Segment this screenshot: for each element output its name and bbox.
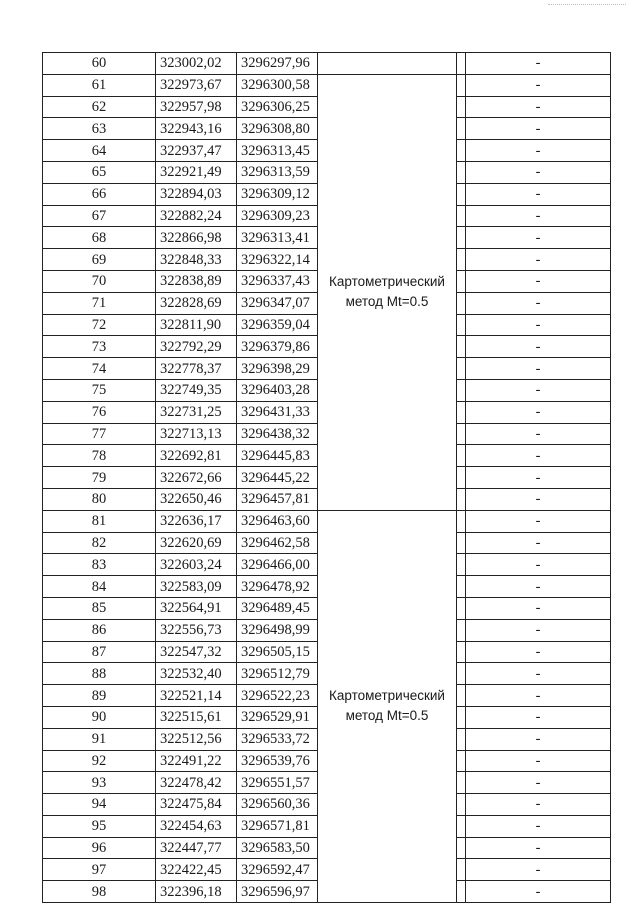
y-coordinate-cell: 3296583,50 [237,837,318,859]
x-coordinate-cell: 322672,66 [156,467,237,489]
column-gap [457,772,466,794]
table-row [43,53,611,75]
note-cell: - [466,750,611,772]
column-gap [457,314,466,336]
column-gap [457,815,466,837]
y-coordinate-cell: 3296431,33 [237,401,318,423]
column-gap [457,74,466,96]
y-coordinate-cell: 3296297,96 [237,53,318,75]
y-coordinate-cell: 3296306,25 [237,96,318,118]
x-coordinate-cell: 322603,24 [156,554,237,576]
y-coordinate-cell: 3296359,04 [237,314,318,336]
x-coordinate-cell: 322937,47 [156,140,237,162]
x-coordinate-cell: 322828,69 [156,292,237,314]
y-coordinate-cell: 3296457,81 [237,488,318,510]
y-coordinate-cell: 3296463,60 [237,510,318,532]
note-cell: - [466,53,611,75]
note-cell: - [466,641,611,663]
y-coordinate-cell: 3296560,36 [237,794,318,816]
y-coordinate-cell: 3296512,79 [237,663,318,685]
note-cell: - [466,227,611,249]
x-coordinate-cell: 322894,03 [156,183,237,205]
y-coordinate-cell: 3296300,58 [237,74,318,96]
x-coordinate-cell: 322921,49 [156,161,237,183]
y-coordinate-cell: 3296551,57 [237,772,318,794]
method-label-line2: метод Mt=0.5 [345,294,429,310]
x-coordinate-cell: 322957,98 [156,96,237,118]
point-number-cell: 95 [43,815,156,837]
note-cell: - [466,96,611,118]
note-cell: - [466,510,611,532]
y-coordinate-cell: 3296462,58 [237,532,318,554]
x-coordinate-cell: 322636,17 [156,510,237,532]
x-coordinate-cell: 322778,37 [156,358,237,380]
y-coordinate-cell: 3296438,32 [237,423,318,445]
x-coordinate-cell: 322515,61 [156,706,237,728]
method-label-line2: метод Mt=0.5 [345,708,429,724]
note-cell: - [466,467,611,489]
point-number-cell: 77 [43,423,156,445]
y-coordinate-cell: 3296403,28 [237,379,318,401]
point-number-cell: 69 [43,249,156,271]
y-coordinate-cell: 3296309,23 [237,205,318,227]
column-gap [457,685,466,707]
column-gap [457,96,466,118]
scan-artifact [548,4,626,9]
method-label-line1: Картометрический [329,274,445,290]
note-cell: - [466,706,611,728]
y-coordinate-cell: 3296313,59 [237,161,318,183]
x-coordinate-cell: 322475,84 [156,794,237,816]
note-cell: - [466,270,611,292]
y-coordinate-cell: 3296529,91 [237,706,318,728]
table-row [43,510,611,532]
y-coordinate-cell: 3296347,07 [237,292,318,314]
column-gap [457,423,466,445]
note-cell: - [466,358,611,380]
x-coordinate-cell: 322848,33 [156,249,237,271]
method-cell [318,510,457,902]
x-coordinate-cell: 322866,98 [156,227,237,249]
point-number-cell: 86 [43,619,156,641]
point-number-cell: 88 [43,663,156,685]
point-number-cell: 79 [43,467,156,489]
column-gap [457,270,466,292]
column-gap [457,750,466,772]
column-gap [457,336,466,358]
x-coordinate-cell: 322792,29 [156,336,237,358]
point-number-cell: 74 [43,358,156,380]
point-number-cell: 72 [43,314,156,336]
column-gap [457,554,466,576]
column-gap [457,401,466,423]
point-number-cell: 84 [43,576,156,598]
note-cell: - [466,314,611,336]
note-cell: - [466,837,611,859]
column-gap [457,205,466,227]
point-number-cell: 93 [43,772,156,794]
point-number-cell: 73 [43,336,156,358]
column-gap [457,859,466,881]
x-coordinate-cell: 322692,81 [156,445,237,467]
method-label-line1: Картометрический [329,688,445,704]
y-coordinate-cell: 3296489,45 [237,597,318,619]
column-gap [457,532,466,554]
point-number-cell: 70 [43,270,156,292]
y-coordinate-cell: 3296539,76 [237,750,318,772]
note-cell: - [466,336,611,358]
column-gap [457,576,466,598]
column-gap [457,140,466,162]
x-coordinate-cell: 322943,16 [156,118,237,140]
point-number-cell: 62 [43,96,156,118]
y-coordinate-cell: 3296313,45 [237,140,318,162]
note-cell: - [466,772,611,794]
column-gap [457,445,466,467]
column-gap [457,837,466,859]
column-gap [457,488,466,510]
column-gap [457,794,466,816]
table-row [43,74,611,96]
column-gap [457,118,466,140]
x-coordinate-cell: 322749,35 [156,379,237,401]
column-gap [457,663,466,685]
column-gap [457,881,466,903]
x-coordinate-cell: 322521,14 [156,685,237,707]
point-number-cell: 60 [43,53,156,75]
note-cell: - [466,118,611,140]
note-cell: - [466,859,611,881]
column-gap [457,161,466,183]
x-coordinate-cell: 322447,77 [156,837,237,859]
note-cell: - [466,554,611,576]
column-gap [457,183,466,205]
point-number-cell: 85 [43,597,156,619]
y-coordinate-cell: 3296308,80 [237,118,318,140]
x-coordinate-cell: 322396,18 [156,881,237,903]
x-coordinate-cell: 322564,91 [156,597,237,619]
column-gap [457,510,466,532]
point-number-cell: 82 [43,532,156,554]
note-cell: - [466,619,611,641]
y-coordinate-cell: 3296379,86 [237,336,318,358]
point-number-cell: 91 [43,728,156,750]
point-number-cell: 64 [43,140,156,162]
note-cell: - [466,423,611,445]
column-gap [457,619,466,641]
y-coordinate-cell: 3296571,81 [237,815,318,837]
y-coordinate-cell: 3296322,14 [237,249,318,271]
note-cell: - [466,140,611,162]
x-coordinate-cell: 322491,22 [156,750,237,772]
y-coordinate-cell: 3296313,41 [237,227,318,249]
point-number-cell: 71 [43,292,156,314]
point-number-cell: 81 [43,510,156,532]
x-coordinate-cell: 322556,73 [156,619,237,641]
note-cell: - [466,379,611,401]
point-number-cell: 97 [43,859,156,881]
y-coordinate-cell: 3296498,99 [237,619,318,641]
x-coordinate-cell: 323002,02 [156,53,237,75]
x-coordinate-cell: 322838,89 [156,270,237,292]
x-coordinate-cell: 322422,45 [156,859,237,881]
column-gap [457,728,466,750]
note-cell: - [466,815,611,837]
x-coordinate-cell: 322478,42 [156,772,237,794]
point-number-cell: 78 [43,445,156,467]
method-cell-empty [318,53,457,75]
point-number-cell: 65 [43,161,156,183]
x-coordinate-cell: 322512,56 [156,728,237,750]
y-coordinate-cell: 3296533,72 [237,728,318,750]
note-cell: - [466,488,611,510]
point-number-cell: 92 [43,750,156,772]
note-cell: - [466,794,611,816]
column-gap [457,379,466,401]
column-gap [457,358,466,380]
y-coordinate-cell: 3296445,83 [237,445,318,467]
note-cell: - [466,576,611,598]
point-number-cell: 68 [43,227,156,249]
note-cell: - [466,663,611,685]
x-coordinate-cell: 322532,40 [156,663,237,685]
x-coordinate-cell: 322882,24 [156,205,237,227]
x-coordinate-cell: 322620,69 [156,532,237,554]
x-coordinate-cell: 322583,09 [156,576,237,598]
column-gap [457,292,466,314]
note-cell: - [466,881,611,903]
column-gap [457,706,466,728]
column-gap [457,53,466,75]
point-number-cell: 83 [43,554,156,576]
note-cell: - [466,532,611,554]
note-cell: - [466,74,611,96]
note-cell: - [466,161,611,183]
column-gap [457,227,466,249]
note-cell: - [466,292,611,314]
x-coordinate-cell: 322650,46 [156,488,237,510]
y-coordinate-cell: 3296592,47 [237,859,318,881]
x-coordinate-cell: 322973,67 [156,74,237,96]
coordinates-table-body [43,53,611,903]
y-coordinate-cell: 3296337,43 [237,270,318,292]
note-cell: - [466,728,611,750]
point-number-cell: 94 [43,794,156,816]
y-coordinate-cell: 3296505,15 [237,641,318,663]
column-gap [457,597,466,619]
note-cell: - [466,205,611,227]
note-cell: - [466,685,611,707]
point-number-cell: 67 [43,205,156,227]
point-number-cell: 90 [43,706,156,728]
y-coordinate-cell: 3296522,23 [237,685,318,707]
note-cell: - [466,597,611,619]
point-number-cell: 87 [43,641,156,663]
note-cell: - [466,445,611,467]
note-cell: - [466,249,611,271]
coordinates-table [42,52,611,903]
y-coordinate-cell: 3296445,22 [237,467,318,489]
point-number-cell: 98 [43,881,156,903]
x-coordinate-cell: 322547,32 [156,641,237,663]
point-number-cell: 89 [43,685,156,707]
y-coordinate-cell: 3296466,00 [237,554,318,576]
x-coordinate-cell: 322713,13 [156,423,237,445]
point-number-cell: 96 [43,837,156,859]
note-cell: - [466,401,611,423]
point-number-cell: 63 [43,118,156,140]
y-coordinate-cell: 3296309,12 [237,183,318,205]
column-gap [457,249,466,271]
point-number-cell: 75 [43,379,156,401]
y-coordinate-cell: 3296398,29 [237,358,318,380]
x-coordinate-cell: 322731,25 [156,401,237,423]
column-gap [457,641,466,663]
x-coordinate-cell: 322454,63 [156,815,237,837]
column-gap [457,467,466,489]
point-number-cell: 76 [43,401,156,423]
note-cell: - [466,183,611,205]
point-number-cell: 61 [43,74,156,96]
point-number-cell: 80 [43,488,156,510]
y-coordinate-cell: 3296478,92 [237,576,318,598]
method-cell [318,74,457,510]
point-number-cell: 66 [43,183,156,205]
x-coordinate-cell: 322811,90 [156,314,237,336]
y-coordinate-cell: 3296596,97 [237,881,318,903]
